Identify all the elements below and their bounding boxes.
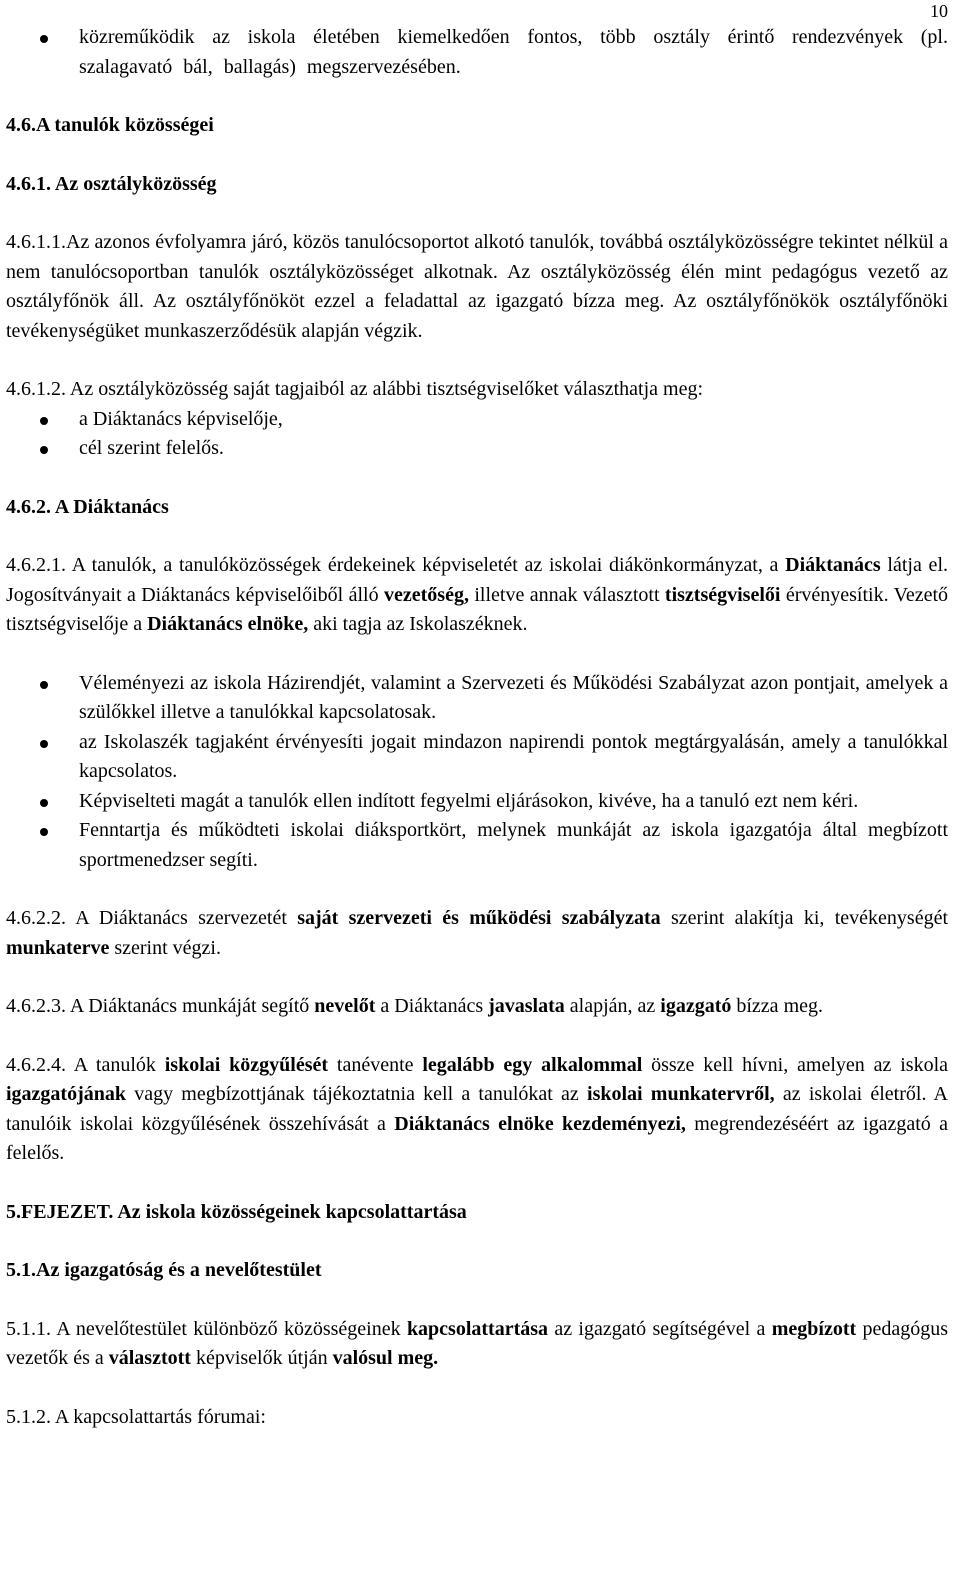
document-body bbox=[6, 23, 948, 1432]
paragraph-5-1-2: 5.1.2. A kapcsolattartás fórumai: bbox=[6, 1405, 266, 1428]
list-item: Véleményezi az iskola Házirendjét, valamint a Szervezeti és Működési Szabályzat azon pontjait, amelyek a szülőkkel illetve a tanulókkal kapcsolatosak. bbox=[6, 669, 948, 728]
list-item: Képviselteti magát a tanulók ellen indított fegyelmi eljárásokon, kivéve, ha a tanuló ezt nem kéri. bbox=[6, 787, 948, 817]
paragraph-4-6-1-2: 4.6.1.2. Az osztályközösség saját tagjaiból az alábbi tisztségviselőket választhatja meg: bbox=[6, 378, 704, 400]
paragraph-4-6-1-1: 4.6.1.1.Az azonos évfolyamra járó, közös tanulócsoportot alkotó tanulók, továbbá osztályközösségre tekintet nélkül a nem tanulócsoportban tanulók osztályközösséget alkotnak. Az osztályközösség élén mint pedagógus vezető az osztályfőnök áll. Az osztályfőnököt ezzel a feladattal az igazgató bízza meg. Az osztályfőnökök osztályfőnöki tevékenységüket munkaszerződésük alapján végzik. bbox=[6, 231, 948, 342]
paragraph-5-1-1: 5.1.1. A nevelőtestület különböző közösségeinek kapcsolattartása az igazgató segítségével a megbízott pedagógus vezetők és a választott képviselők útján valósul meg. bbox=[6, 1317, 949, 1369]
list-item: cél szerint felelős. bbox=[6, 434, 948, 464]
paragraph-4-6-2-2: 4.6.2.2. A Diáktanács szervezetét saját szervezeti és működési szabályzata szerint alakítja ki, tevékenységét munkaterve szerint végzi. bbox=[6, 907, 949, 959]
list-item: az Iskolaszék tagjaként érvényesíti jogait mindazon napirendi pontok megtárgyalásán, amely a tanulókkal kapcsolatos. bbox=[6, 728, 948, 787]
section-heading-4-6-2: 4.6.2. A Diáktanács bbox=[6, 495, 169, 518]
paragraph-4-6-2-1: 4.6.2.1. A tanulók, a tanulóközösségek érdekeinek képviseletét az iskolai diákönkormányzat, a Diáktanács látja el. Jogosítványait a Diáktanács képviselőiből álló vezetőség, illetve annak választott tisztségviselői érvényesítik. Vezető tisztségviselője a Diáktanács elnöke, aki tagja az Iskolaszéknek. bbox=[6, 554, 949, 635]
paragraph-4-6-2-4: 4.6.2.4. A tanulók iskolai közgyűlését tanévente legalább egy alkalommal össze kell hívni, amelyen az iskola igazgatójának vagy megbízottjának tájékoztatnia kell a tanulókat az iskolai munkatervről, az iskolai életről. A tanulóik iskolai közgyűlésének összehívását a Diáktanács elnöke kezdeményezi, megrendezéséért az igazgató a felelős. bbox=[6, 1053, 948, 1164]
list-item: közreműködik az iskola életében kiemelkedően fontos, több osztály érintő rendezvények (pl. szalagavató bál, ballagás) megszervezésében. bbox=[6, 23, 948, 82]
section-heading-5-1: 5.1.Az igazgatóság és a nevelőtestület bbox=[6, 1259, 322, 1281]
section-heading-4-6: 4.6.A tanulók közösségei bbox=[6, 114, 214, 136]
diaktanacs-tasks-list bbox=[6, 669, 948, 876]
intro-list bbox=[6, 23, 948, 82]
list-item: a Diáktanács képviselője, bbox=[6, 405, 948, 435]
list-item: Fenntartja és működteti iskolai diáksportkört, melynek munkáját az iskola igazgatója által megbízott sportmenedzser segíti. bbox=[6, 816, 948, 875]
paragraph-4-6-2-3: 4.6.2.3. A Diáktanács munkáját segítő nevelőt a Diáktanács javaslata alapján, az igazgató bízza meg. bbox=[6, 995, 823, 1017]
section-heading-4-6-1: 4.6.1. Az osztályközösség bbox=[6, 172, 217, 195]
officer-list bbox=[6, 405, 948, 464]
chapter-heading-5: 5.FEJEZET. Az iskola közösségeinek kapcsolattartása bbox=[6, 1200, 467, 1223]
page-number: 10 bbox=[930, 1, 948, 21]
